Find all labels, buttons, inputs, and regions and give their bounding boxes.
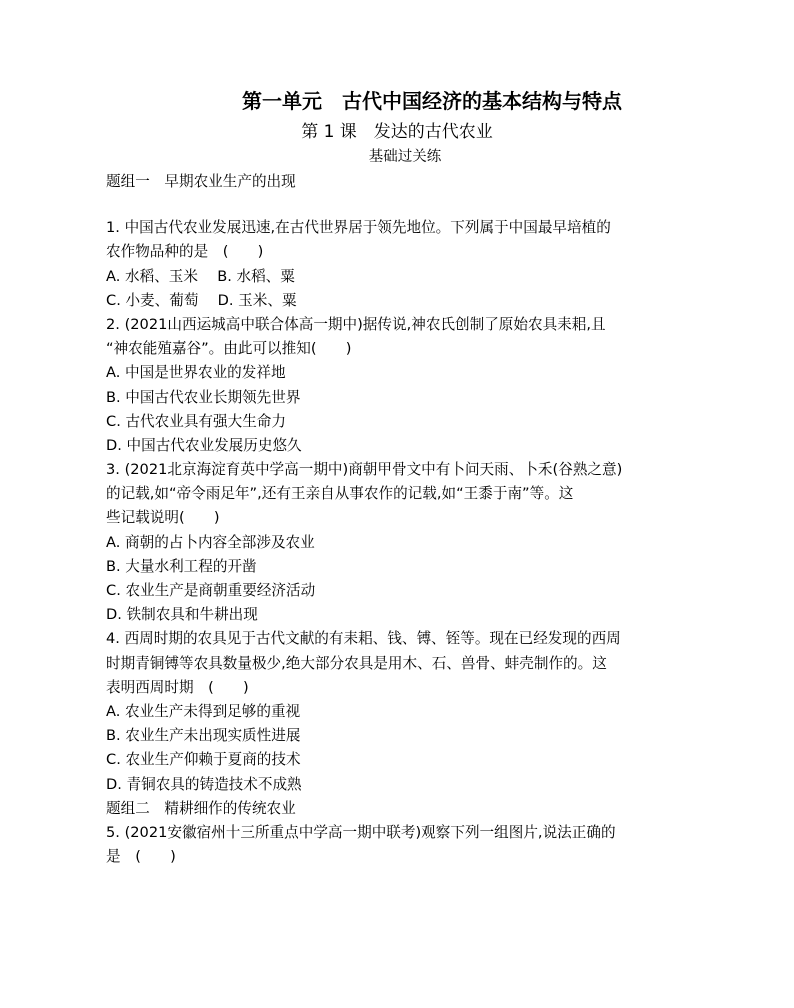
- question-body: [106, 170, 696, 869]
- question-line: 是 ( ): [106, 848, 176, 866]
- group-heading: 题组二 精耕细作的传统农业: [106, 799, 296, 817]
- option-line: C. 古代农业具有强大生命力: [106, 412, 287, 430]
- option-line: A. 水稻、玉米 B. 水稻、粟: [106, 267, 295, 285]
- option-line: B. 中国古代农业长期领先世界: [106, 388, 301, 406]
- option-line: C. 小麦、葡萄 D. 玉米、粟: [106, 291, 297, 309]
- question-line: 的记载,如“帝令雨足年”,还有王亲自从事农作的记载,如“王黍于南”等。这: [106, 485, 574, 503]
- question-line: 表明西周时期 ( ): [106, 678, 249, 696]
- question-line: 1. 中国古代农业发展迅速,在古代世界居于领先地位。下列属于中国最早培植的: [106, 219, 611, 237]
- question-line: 些记载说明( ): [106, 509, 220, 527]
- practice-title: 基础过关练: [368, 149, 442, 165]
- question-line: 农作物品种的是 ( ): [106, 243, 264, 261]
- option-line: D. 中国古代农业发展历史悠久: [106, 436, 302, 454]
- question-line: 2. (2021山西运城高中联合体高一期中)据传说,神农氏创制了原始农具耒耜,且: [106, 315, 606, 333]
- option-line: B. 大量水利工程的开凿: [106, 557, 257, 575]
- question-line: 4. 西周时期的农具见于古代文献的有耒耜、钱、镈、铚等。现在已经发现的西周: [106, 630, 621, 648]
- question-line: “神农能殖嘉谷”。由此可以推知( ): [106, 340, 352, 358]
- option-line: C. 农业生产是商朝重要经济活动: [106, 582, 316, 599]
- lesson-title: 第 1 课 发达的古代农业: [301, 122, 493, 142]
- group-heading: 题组一 早期农业生产的出现: [106, 173, 296, 190]
- question-line: 时期青铜镈等农具数量极少,绝大部分农具是用木、石、兽骨、蚌壳制作的。这: [106, 654, 607, 672]
- unit-title: 第一单元 古代中国经济的基本结构与特点: [242, 89, 622, 113]
- option-line: D. 青铜农具的铸造技术不成熟: [106, 775, 302, 793]
- question-line: 3. (2021北京海淀育英中学高一期中)商朝甲骨文中有卜问天雨、卜禾(谷熟之意): [106, 461, 623, 479]
- option-line: A. 商朝的占卜内容全部涉及农业: [106, 533, 315, 551]
- option-line: A. 中国是世界农业的发祥地: [106, 364, 286, 382]
- option-line: C. 农业生产仰赖于夏商的技术: [106, 751, 301, 769]
- option-line: D. 铁制农具和牛耕出现: [106, 606, 258, 624]
- question-line: 5. (2021安徽宿州十三所重点中学高一期中联考)观察下列一组图片,说法正确的: [106, 823, 616, 841]
- option-line: B. 农业生产未出现实质性进展: [106, 727, 301, 745]
- option-line: A. 农业生产未得到足够的重视: [106, 702, 301, 720]
- spacer: [106, 194, 696, 216]
